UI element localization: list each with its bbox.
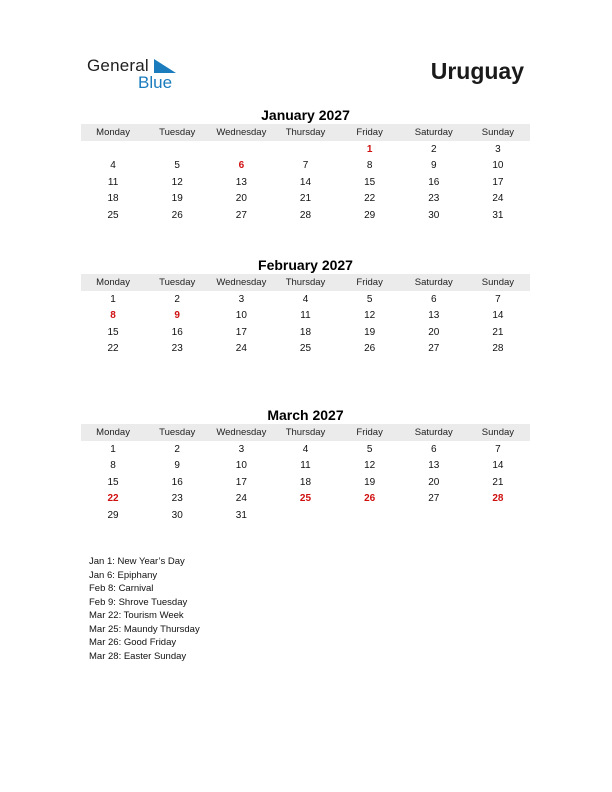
holiday-day-cell: 22 [107, 493, 119, 505]
day-cell: 1 [110, 443, 116, 455]
day-cell: 28 [492, 343, 504, 355]
week-row [81, 458, 530, 475]
weekday-header-row [81, 424, 530, 441]
day-cell: 12 [364, 460, 376, 472]
week-row [81, 308, 530, 325]
day-cell: 4 [302, 443, 309, 455]
weekday-header: Thursday [273, 124, 337, 141]
day-cell: 10 [492, 160, 504, 172]
weekday-header: Tuesday [145, 124, 209, 141]
day-cell: 6 [430, 293, 437, 305]
day-cell: 8 [110, 460, 116, 472]
day-cell: 15 [364, 176, 376, 188]
day-cell: 21 [299, 193, 312, 205]
holiday-item: Jan 6: Epiphany [89, 569, 158, 581]
weekday-header: Thursday [273, 424, 337, 441]
day-cell: 18 [107, 193, 119, 205]
empty-day-cell [466, 507, 530, 524]
day-cell: 12 [171, 176, 183, 188]
logo-triangle-icon [154, 59, 176, 73]
day-cell: 31 [235, 509, 247, 521]
weekday-header-row [81, 124, 530, 141]
day-cell: 13 [428, 460, 440, 472]
month-calendar-2 [81, 406, 530, 524]
weekday-header: Saturday [402, 424, 466, 441]
day-cell: 3 [238, 293, 245, 305]
calendar-table [81, 274, 530, 357]
weekday-header: Wednesday [209, 274, 273, 291]
day-cell: 6 [430, 443, 437, 455]
day-cell: 16 [171, 476, 183, 488]
day-cell: 24 [235, 343, 247, 355]
day-cell: 19 [171, 193, 183, 205]
day-cell: 19 [364, 326, 376, 338]
day-cell: 5 [366, 443, 373, 455]
day-cell: 15 [107, 326, 119, 338]
holiday-item: Mar 25: Maundy Thursday [89, 623, 200, 635]
week-row [81, 174, 530, 191]
holiday-item: Feb 8: Carnival [89, 583, 154, 594]
holiday-day-cell: 26 [364, 493, 376, 505]
day-cell: 30 [428, 209, 440, 221]
logo-word-general: General [87, 56, 149, 75]
holiday-day-cell: 28 [492, 493, 504, 505]
empty-day-cell [145, 141, 209, 158]
holiday-list [89, 555, 200, 663]
empty-day-cell [209, 141, 273, 158]
day-cell: 7 [495, 443, 501, 455]
day-cell: 29 [364, 209, 376, 221]
holiday-item: Mar 28: Easter Sunday [89, 650, 187, 662]
day-cell: 24 [235, 493, 247, 505]
day-cell: 31 [492, 209, 504, 221]
day-cell: 11 [300, 310, 311, 322]
week-row [81, 141, 530, 158]
week-row [81, 291, 530, 308]
generalblue-logo [87, 56, 187, 92]
day-cell: 17 [492, 176, 504, 188]
weekday-header: Thursday [273, 274, 337, 291]
weekday-header: Wednesday [209, 124, 273, 141]
weekday-header: Monday [81, 274, 145, 291]
day-cell: 4 [302, 293, 309, 305]
day-cell: 13 [428, 310, 440, 322]
day-cell: 20 [428, 326, 440, 338]
holiday-item: Mar 22: Tourism Week [89, 610, 184, 621]
day-cell: 17 [235, 326, 247, 338]
day-cell: 3 [238, 443, 245, 455]
day-cell: 29 [107, 509, 119, 521]
week-row [81, 474, 530, 491]
weekday-header-row [81, 274, 530, 291]
day-cell: 2 [174, 293, 180, 305]
empty-day-cell [273, 507, 337, 524]
week-row [81, 207, 530, 224]
day-cell: 23 [428, 193, 440, 205]
weekday-header: Friday [338, 124, 402, 141]
weekday-header: Saturday [402, 124, 466, 141]
day-cell: 27 [428, 493, 440, 505]
week-row [81, 158, 530, 175]
holiday-item: Jan 1: New Year’s Day [89, 556, 185, 567]
day-cell: 17 [235, 476, 247, 488]
day-cell: 4 [110, 160, 116, 172]
empty-day-cell [273, 141, 337, 158]
week-row [81, 507, 530, 524]
day-cell: 16 [171, 326, 183, 338]
day-cell: 20 [428, 476, 440, 488]
day-cell: 7 [495, 293, 501, 305]
weekday-header: Sunday [466, 274, 530, 291]
day-cell: 26 [364, 343, 376, 355]
day-cell: 14 [492, 310, 504, 322]
weekday-header: Friday [338, 424, 402, 441]
holiday-day-cell: 9 [174, 310, 180, 322]
weekday-header: Friday [338, 274, 402, 291]
month-title: February 2027 [258, 257, 353, 273]
weekday-header: Monday [81, 424, 145, 441]
day-cell: 20 [235, 193, 247, 205]
month-title: January 2027 [261, 107, 350, 123]
day-cell: 3 [495, 143, 501, 155]
day-cell: 2 [174, 443, 180, 455]
day-cell: 21 [492, 326, 504, 338]
day-cell: 23 [171, 343, 183, 355]
weekday-header: Sunday [466, 124, 530, 141]
day-cell: 5 [366, 293, 373, 305]
day-cell: 16 [428, 176, 440, 188]
weekday-header: Tuesday [145, 274, 209, 291]
day-cell: 26 [171, 209, 183, 221]
day-cell: 11 [107, 176, 119, 188]
day-cell: 27 [428, 343, 440, 355]
holiday-day-cell: 1 [366, 143, 373, 155]
day-cell: 9 [430, 160, 437, 172]
day-cell: 19 [364, 476, 376, 488]
day-cell: 10 [235, 460, 247, 472]
holiday-day-cell: 8 [110, 310, 116, 322]
day-cell: 9 [174, 460, 180, 472]
week-row [81, 324, 530, 341]
calendar-table [81, 424, 530, 524]
day-cell: 12 [364, 310, 376, 322]
holiday-item: Mar 26: Good Friday [89, 637, 177, 648]
day-cell: 11 [300, 460, 311, 472]
month-title: March 2027 [267, 407, 344, 423]
holiday-item: Feb 9: Shrove Tuesday [89, 596, 188, 608]
logo-word-blue: Blue [138, 73, 173, 92]
day-cell: 22 [364, 193, 376, 205]
day-cell: 22 [107, 343, 119, 355]
calendar-table [81, 124, 530, 224]
empty-day-cell [402, 507, 466, 524]
empty-day-cell [338, 507, 402, 524]
week-row [81, 491, 530, 508]
day-cell: 23 [171, 493, 183, 505]
day-cell: 18 [299, 326, 312, 338]
weekday-header: Wednesday [209, 424, 273, 441]
week-row [81, 341, 530, 358]
day-cell: 30 [171, 509, 183, 521]
weekday-header: Tuesday [145, 424, 209, 441]
month-calendar-1 [81, 256, 530, 357]
month-calendar-0 [81, 106, 530, 224]
day-cell: 1 [110, 293, 116, 305]
day-cell: 27 [235, 209, 247, 221]
weekday-header: Monday [81, 124, 145, 141]
day-cell: 25 [299, 343, 312, 355]
day-cell: 2 [430, 143, 437, 155]
day-cell: 7 [302, 160, 309, 172]
day-cell: 8 [366, 160, 373, 172]
day-cell: 13 [235, 176, 247, 188]
country-title: Uruguay [430, 58, 524, 84]
week-row [81, 191, 530, 208]
day-cell: 14 [492, 460, 504, 472]
day-cell: 28 [299, 209, 312, 221]
day-cell: 5 [174, 160, 180, 172]
day-cell: 24 [492, 193, 504, 205]
day-cell: 10 [235, 310, 247, 322]
empty-day-cell [81, 141, 145, 158]
day-cell: 25 [107, 209, 119, 221]
day-cell: 21 [492, 476, 504, 488]
weekday-header: Saturday [402, 274, 466, 291]
holiday-day-cell: 25 [299, 493, 312, 505]
day-cell: 18 [299, 476, 312, 488]
day-cell: 15 [107, 476, 119, 488]
holiday-day-cell: 6 [238, 160, 245, 172]
week-row [81, 441, 530, 458]
day-cell: 14 [299, 176, 312, 188]
weekday-header: Sunday [466, 424, 530, 441]
